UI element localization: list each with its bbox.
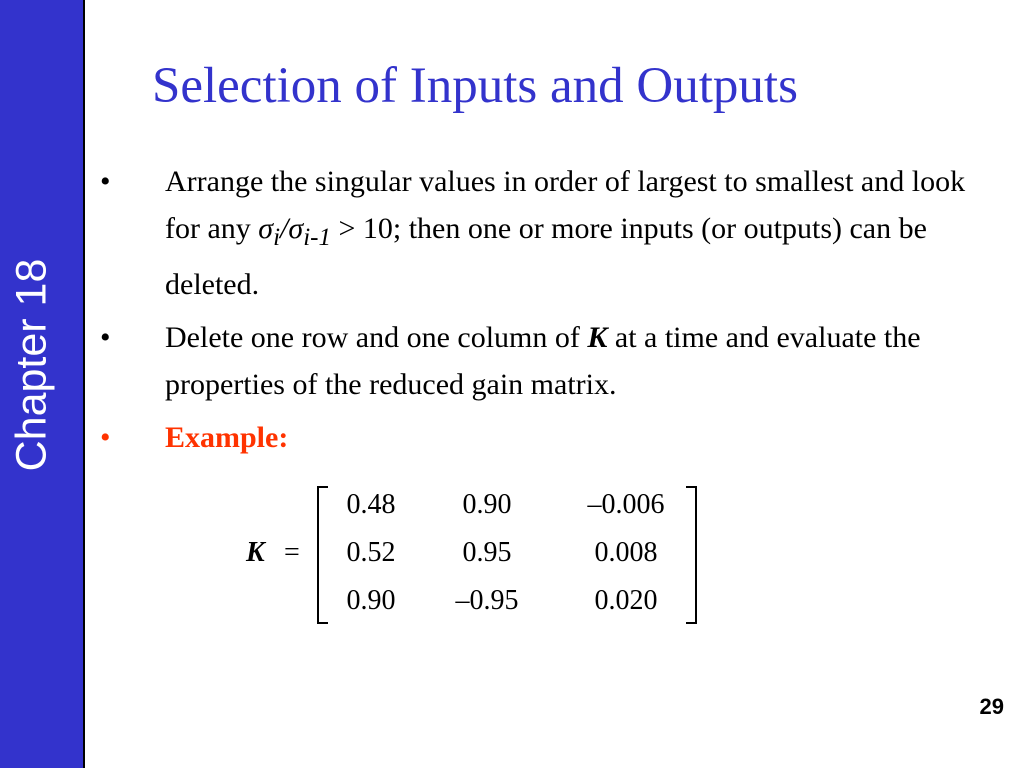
bullet-text — [165, 314, 996, 408]
left-bracket — [318, 487, 328, 623]
matrix-cell: 0.020 — [594, 585, 658, 616]
slide-title: Selection of Inputs and Outputs — [152, 58, 798, 114]
bullet-icon: • — [100, 321, 111, 354]
chapter-label: Chapter 18 — [7, 258, 56, 472]
text-segment: at a time and evaluate the properties of the reduced gain matrix. — [165, 321, 921, 401]
gain-matrix — [230, 470, 710, 630]
matrix-symbol: K — [246, 537, 265, 568]
text-segment: Arrange the singular values in order of largest to smallest and look for any — [165, 165, 966, 245]
bullet-icon: • — [100, 421, 111, 454]
text-segment: Delete one row and one column of — [165, 321, 588, 354]
matrix-cell: 0.008 — [594, 537, 658, 568]
text-segment: > 10; then one or more inputs (or outputs) can be deleted. — [165, 212, 927, 301]
matrix-k-symbol: K — [587, 321, 608, 354]
matrix-cell: –0.95 — [455, 585, 519, 616]
bullet-item-example — [96, 414, 996, 461]
bullet-text — [165, 158, 996, 308]
sigma-symbol: σ — [258, 212, 274, 245]
example-label: Example: — [165, 421, 289, 454]
matrix-cell: 0.95 — [462, 537, 512, 568]
sigma-divider-symbol: /σ — [280, 212, 304, 245]
bullet-item — [96, 314, 996, 408]
matrix-equals-sign: = — [284, 537, 300, 568]
right-bracket — [686, 487, 696, 623]
subscript-i: i — [273, 224, 281, 251]
sidebar — [0, 0, 85, 768]
page-number: 29 — [979, 694, 1004, 719]
matrix-cell: 0.90 — [462, 489, 512, 520]
bullet-item — [96, 158, 996, 308]
bullet-list — [96, 158, 996, 461]
matrix-cell: –0.006 — [587, 489, 665, 520]
bullet-icon: • — [100, 165, 111, 198]
subscript-i-minus-1: i-1 — [303, 224, 331, 251]
matrix-cell: 0.52 — [346, 537, 396, 568]
matrix-cell: 0.48 — [346, 489, 396, 520]
matrix-cell: 0.90 — [346, 585, 396, 616]
